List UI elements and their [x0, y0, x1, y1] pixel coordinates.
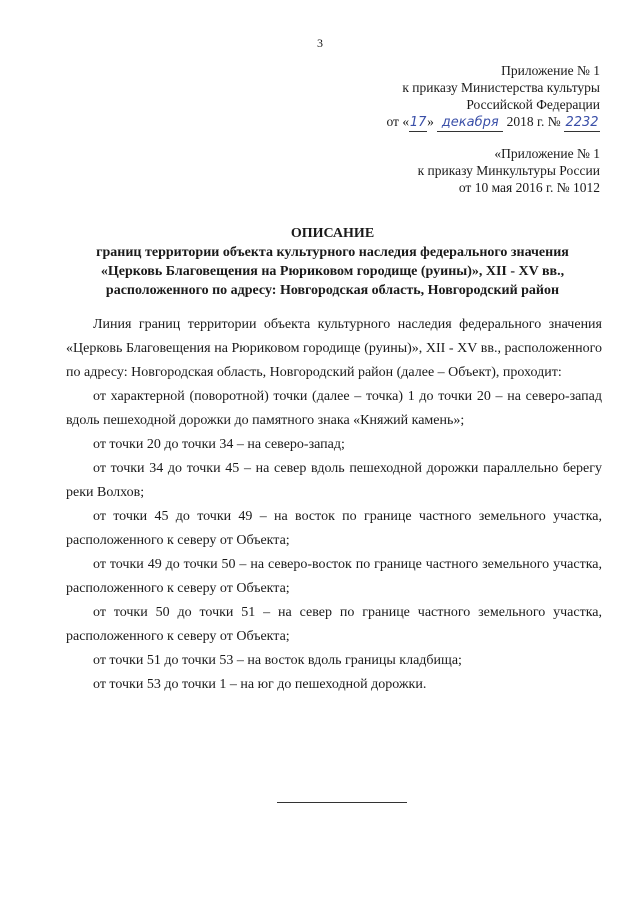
date-prefix: от «: [386, 114, 410, 129]
appendix-line: «Приложение № 1: [494, 146, 600, 161]
body-paragraph: от точки 49 до точки 50 – на северо-восток по границе частного земельного участка, расположенного к северу от Объекта;: [66, 557, 602, 596]
body-paragraph: от точки 53 до точки 1 – на юг до пешеходной дорожки.: [93, 677, 427, 692]
title-heading: ОПИСАНИЕ: [290, 226, 375, 241]
body-paragraph: от характерной (поворотной) точки (далее – точка) 1 до точки 20 – на северо-запад вдоль пешеходной дорожки до памятного знака «Княжий камень»;: [66, 389, 602, 428]
body-paragraph: от точки 45 до точки 49 – на восток по границе частного земельного участка, расположенного к северу от Объекта;: [66, 509, 602, 548]
order-date-line: [386, 113, 600, 132]
appendix-line: Приложение № 1: [501, 63, 600, 78]
appendix-line: Российской Федерации: [466, 97, 600, 112]
title-line: расположенного по адресу: Новгородская область, Новгородский район: [105, 283, 560, 298]
body-paragraph: от точки 50 до точки 51 – на север по границе частного земельного участка, расположенного к северу от Объекта;: [66, 605, 602, 644]
appendix-line: к приказу Минкультуры России: [417, 163, 600, 178]
appendix-current-header: [386, 62, 600, 132]
body-paragraph: от точки 20 до точки 34 – на северо-запад;: [93, 437, 345, 452]
title-line: «Церковь Благовещения на Рюриковом городище (руины)», XII - XV вв.,: [100, 264, 565, 279]
body-paragraph: от точки 34 до точки 45 – на север вдоль пешеходной дорожки параллельно берегу реки Волхов;: [66, 461, 602, 500]
title-line: границ территории объекта культурного наследия федерального значения: [96, 245, 569, 260]
body-paragraph: Линия границ территории объекта культурного наследия федерального значения «Церковь Благовещения на Рюриковом городище (руины)», XII - XV вв., расположенного по адресу: Новгородская область, Новгородский район (далее – Объект), проходит:: [66, 317, 602, 380]
closing-divider: [277, 802, 407, 803]
handwritten-day: 17: [409, 115, 427, 130]
body-paragraph: от точки 51 до точки 53 – на восток вдоль границы кладбища;: [93, 653, 462, 668]
handwritten-month: декабря: [437, 114, 503, 132]
appendix-line: к приказу Министерства культуры: [402, 80, 600, 95]
appendix-line: от 10 мая 2016 г. № 1012: [458, 180, 600, 195]
document-body: [66, 313, 602, 697]
document-title: [60, 224, 605, 300]
handwritten-order-number: 2232: [565, 115, 599, 130]
date-mid: »: [427, 114, 434, 129]
page-number: 3: [317, 36, 323, 50]
year-suffix: 2018 г. №: [506, 114, 561, 129]
appendix-original-header: [418, 145, 600, 196]
